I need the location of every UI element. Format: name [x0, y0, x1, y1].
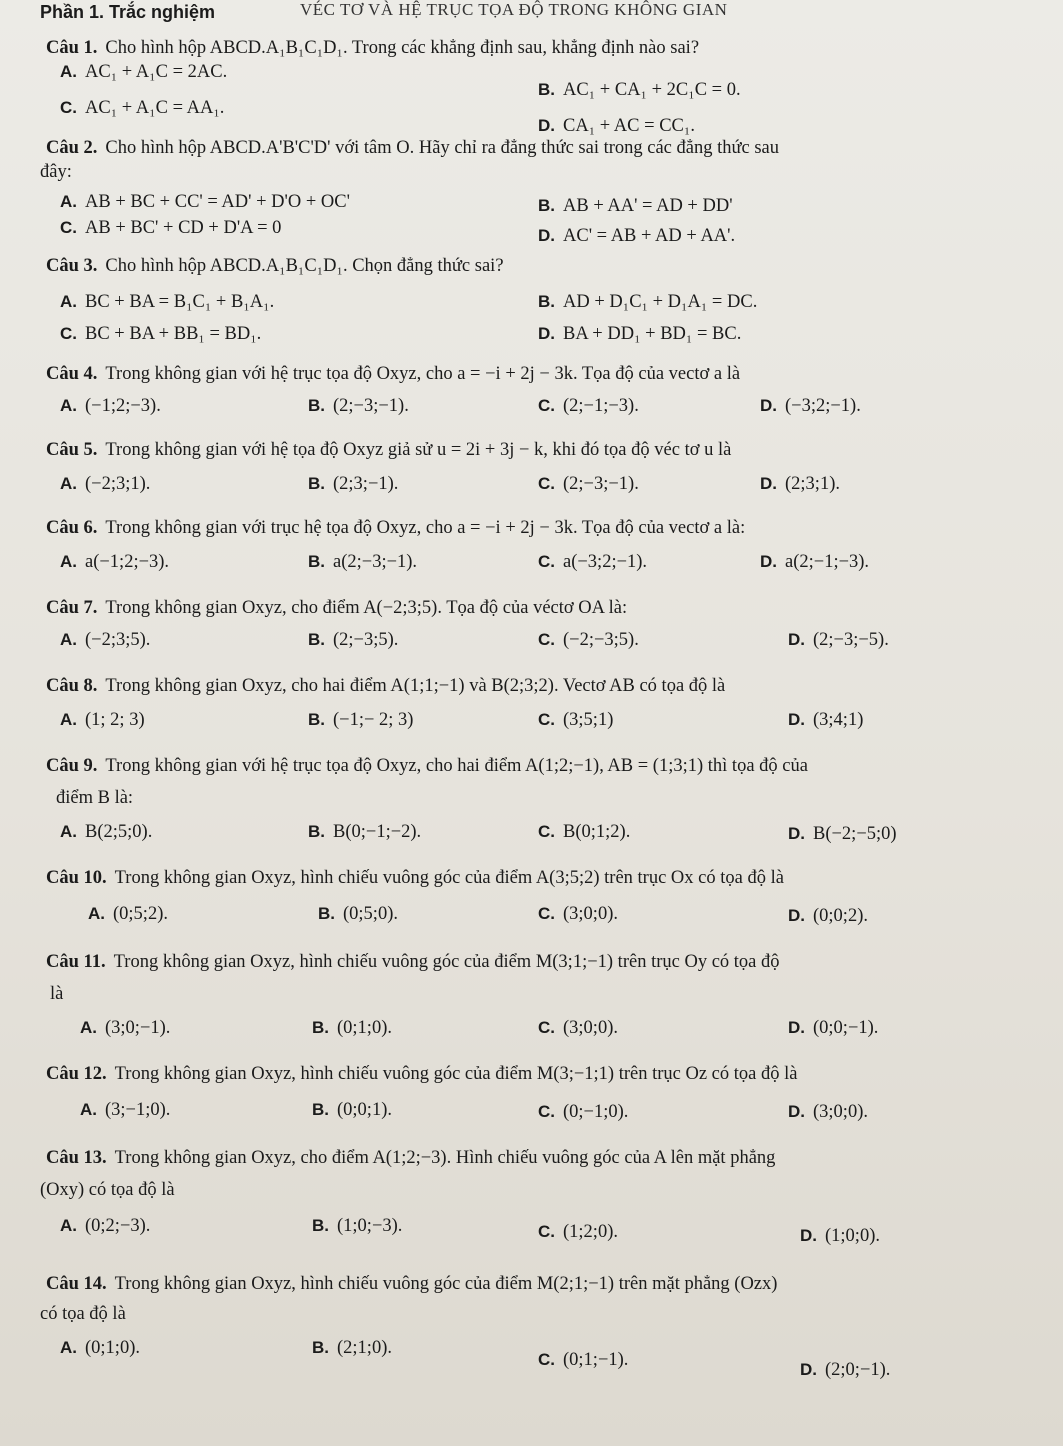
question-text: Trong không gian với hệ trục tọa độ Oxyz, cho hai điểm A(1;2;−1), AB = (1;3;1) thì tọa độ của [105, 756, 808, 776]
option-b: B. AB + AA' = AD + DD' [538, 196, 733, 216]
question-2 [40, 136, 1041, 248]
option-d: D. (2;0;−1). [800, 1360, 891, 1380]
question-text: Cho hình hộp ABCD.A₁B₁C₁D₁. Chọn đẳng thức sai? [105, 256, 504, 276]
question-text: Trong không gian Oxyz, cho hai điểm A(1;1;−1) và B(2;3;2). Vectơ AB có tọa độ là [105, 676, 726, 696]
option-c: C. (0;1;−1). [538, 1350, 629, 1370]
option-c: C. (0;−1;0). [538, 1102, 629, 1122]
question-1 [40, 36, 1041, 134]
option-c: C. AB + BC' + CD + D'A = 0 [60, 218, 282, 238]
question-text-cont: (Oxy) có tọa độ là [40, 1180, 175, 1200]
options [40, 698, 1041, 746]
option-a: A. a(−1;2;−3). [60, 552, 170, 572]
option-b: B. a(2;−3;−1). [308, 552, 418, 572]
question-label: Câu 5. [46, 440, 98, 460]
option-c: C. (3;0;0). [538, 904, 618, 924]
option-c: C. BC + BA + BB₁ = BD₁. [60, 324, 262, 344]
question-5 [40, 438, 1041, 508]
question-label: Câu 1. [46, 38, 98, 58]
option-c: C. AC₁ + A₁C = AA₁. [60, 98, 225, 118]
option-d: D. (3;0;0). [788, 1102, 868, 1122]
option-c: C. (1;2;0). [538, 1222, 618, 1242]
option-a: A. (−2;3;1). [60, 474, 151, 494]
options [40, 1202, 1041, 1254]
option-d: D. B(−2;−5;0) [788, 824, 897, 844]
question-7 [40, 596, 1041, 664]
question-text: Trong không gian Oxyz, hình chiếu vuông góc của điểm A(3;5;2) trên trục Ox có tọa độ là [114, 868, 784, 888]
question-12 [40, 1062, 1041, 1134]
option-a: A. (0;5;2). [88, 904, 168, 924]
question-text: Trong không gian Oxyz, cho điểm A(1;2;−3). Hình chiếu vuông góc của A lên mặt phẳng [114, 1148, 776, 1168]
question-3 [40, 254, 1041, 352]
option-a: A. (−1;2;−3). [60, 396, 161, 416]
option-b: B. AC₁ + CA₁ + 2C₁C = 0. [538, 80, 741, 100]
option-a: A. AC₁ + A₁C = 2AC. [60, 62, 228, 82]
options [40, 1086, 1041, 1134]
option-c: C. (2;−1;−3). [538, 396, 639, 416]
option-b: B. B(0;−1;−2). [308, 822, 422, 842]
question-text: Trong không gian Oxyz, hình chiếu vuông góc của điểm M(3;1;−1) trên trục Oy có tọa độ [113, 952, 780, 972]
question-9 [40, 754, 1041, 856]
question-label: Câu 4. [46, 364, 98, 384]
option-d: D. (1;0;0). [800, 1226, 880, 1246]
part-title: Phần 1. Trắc nghiệm [40, 2, 216, 22]
options [40, 184, 1041, 248]
option-c: C. B(0;1;2). [538, 822, 631, 842]
question-11 [40, 950, 1041, 1052]
question-label: Câu 13. [46, 1148, 107, 1168]
option-d: D. CA₁ + AC = CC₁. [538, 116, 695, 136]
option-a: A. (3;0;−1). [80, 1018, 171, 1038]
option-d: D. (0;0;2). [788, 906, 868, 926]
question-text: Trong không gian Oxyz, cho điểm A(−2;3;5). Tọa độ của véctơ OA là: [105, 598, 628, 618]
option-d: D. BA + DD₁ + BD₁ = BC. [538, 324, 742, 344]
option-a: A. (−2;3;5). [60, 630, 151, 650]
question-8 [40, 674, 1041, 746]
question-label: Câu 12. [46, 1064, 107, 1084]
option-c: C. a(−3;2;−1). [538, 552, 648, 572]
question-label: Câu 2. [46, 138, 98, 158]
options [40, 462, 1041, 508]
question-text: Trong không gian Oxyz, hình chiếu vuông góc của điểm M(3;−1;1) trên trục Oz có tọa độ là [114, 1064, 798, 1084]
option-c: C. (3;5;1) [538, 710, 614, 730]
question-label: Câu 9. [46, 756, 98, 776]
options [40, 1006, 1041, 1052]
options [40, 540, 1041, 586]
chapter-title: VÉC TƠ VÀ HỆ TRỤC TỌA ĐỘ TRONG KHÔNG GIAN [300, 0, 728, 19]
question-text: Cho hình hộp ABCD.A₁B₁C₁D₁. Trong các khẳng định sau, khẳng định nào sai? [105, 38, 700, 58]
question-6 [40, 516, 1041, 586]
option-a: A. (0;1;0). [60, 1338, 140, 1358]
option-b: B. (2;3;−1). [308, 474, 399, 494]
question-text: Cho hình hộp ABCD.A'B'C'D' với tâm O. Hãy chỉ ra đẳng thức sai trong các đẳng thức sau [105, 138, 780, 158]
option-b: B. (0;1;0). [312, 1018, 392, 1038]
option-c: C. (3;0;0). [538, 1018, 618, 1038]
question-text-cont: là [50, 984, 64, 1004]
option-d: D. (0;0;−1). [788, 1018, 879, 1038]
question-text: Trong không gian với hệ trục tọa độ Oxyz, cho a = −i + 2j − 3k. Tọa độ của vectơ a là [105, 364, 741, 384]
question-label: Câu 3. [46, 256, 98, 276]
option-d: D. a(2;−1;−3). [760, 552, 870, 572]
question-text-cont: điểm B là: [56, 788, 134, 808]
options [40, 1326, 1041, 1396]
option-d: D. (2;3;1). [760, 474, 840, 494]
option-a: A. B(2;5;0). [60, 822, 153, 842]
option-b: B. AD + D₁C₁ + D₁A₁ = DC. [538, 292, 758, 312]
question-text: Trong không gian với hệ tọa độ Oxyz giả sử u = 2i + 3j − k, khi đó tọa độ véc tơ u là [105, 440, 732, 460]
options [40, 810, 1041, 856]
question-text-cont: có tọa độ là [40, 1304, 126, 1324]
question-text: Trong không gian Oxyz, hình chiếu vuông góc của điểm M(2;1;−1) trên mặt phẳng (Ozx) [114, 1274, 778, 1294]
question-label: Câu 14. [46, 1274, 107, 1294]
question-label: Câu 7. [46, 598, 98, 618]
option-c: C. (−2;−3;5). [538, 630, 639, 650]
question-14 [40, 1272, 1041, 1396]
question-label: Câu 8. [46, 676, 98, 696]
option-a: A. (0;2;−3). [60, 1216, 151, 1236]
option-b: B. (1;0;−3). [312, 1216, 403, 1236]
options [40, 60, 1041, 134]
option-b: B. (0;0;1). [312, 1100, 392, 1120]
question-10 [40, 866, 1041, 940]
question-label: Câu 11. [46, 952, 106, 972]
option-d: D. (3;4;1) [788, 710, 864, 730]
header [40, 0, 1041, 28]
question-label: Câu 10. [46, 868, 107, 888]
options [40, 890, 1041, 940]
question-text-cont: đây: [40, 162, 72, 182]
options [40, 278, 1041, 352]
option-d: D. (−3;2;−1). [760, 396, 861, 416]
question-13 [40, 1146, 1041, 1254]
option-b: B. (0;5;0). [318, 904, 398, 924]
option-b: B. (2;−3;5). [308, 630, 399, 650]
option-c: C. (2;−3;−1). [538, 474, 639, 494]
option-b: B. (2;1;0). [312, 1338, 392, 1358]
question-label: Câu 6. [46, 518, 98, 538]
options [40, 386, 1041, 430]
question-4 [40, 362, 1041, 430]
question-text: Trong không gian với trục hệ tọa độ Oxyz, cho a = −i + 2j − 3k. Tọa độ của vectơ a là: [105, 518, 746, 538]
option-b: B. (2;−3;−1). [308, 396, 409, 416]
option-d: D. (2;−3;−5). [788, 630, 889, 650]
option-a: A. AB + BC + CC' = AD' + D'O + OC' [60, 192, 350, 212]
option-b: B. (−1;− 2; 3) [308, 710, 414, 730]
option-a: A. (3;−1;0). [80, 1100, 171, 1120]
option-a: A. (1; 2; 3) [60, 710, 145, 730]
option-d: D. AC' = AB + AD + AA'. [538, 226, 736, 246]
options [40, 620, 1041, 664]
option-a: A. BC + BA = B₁C₁ + B₁A₁. [60, 292, 275, 312]
